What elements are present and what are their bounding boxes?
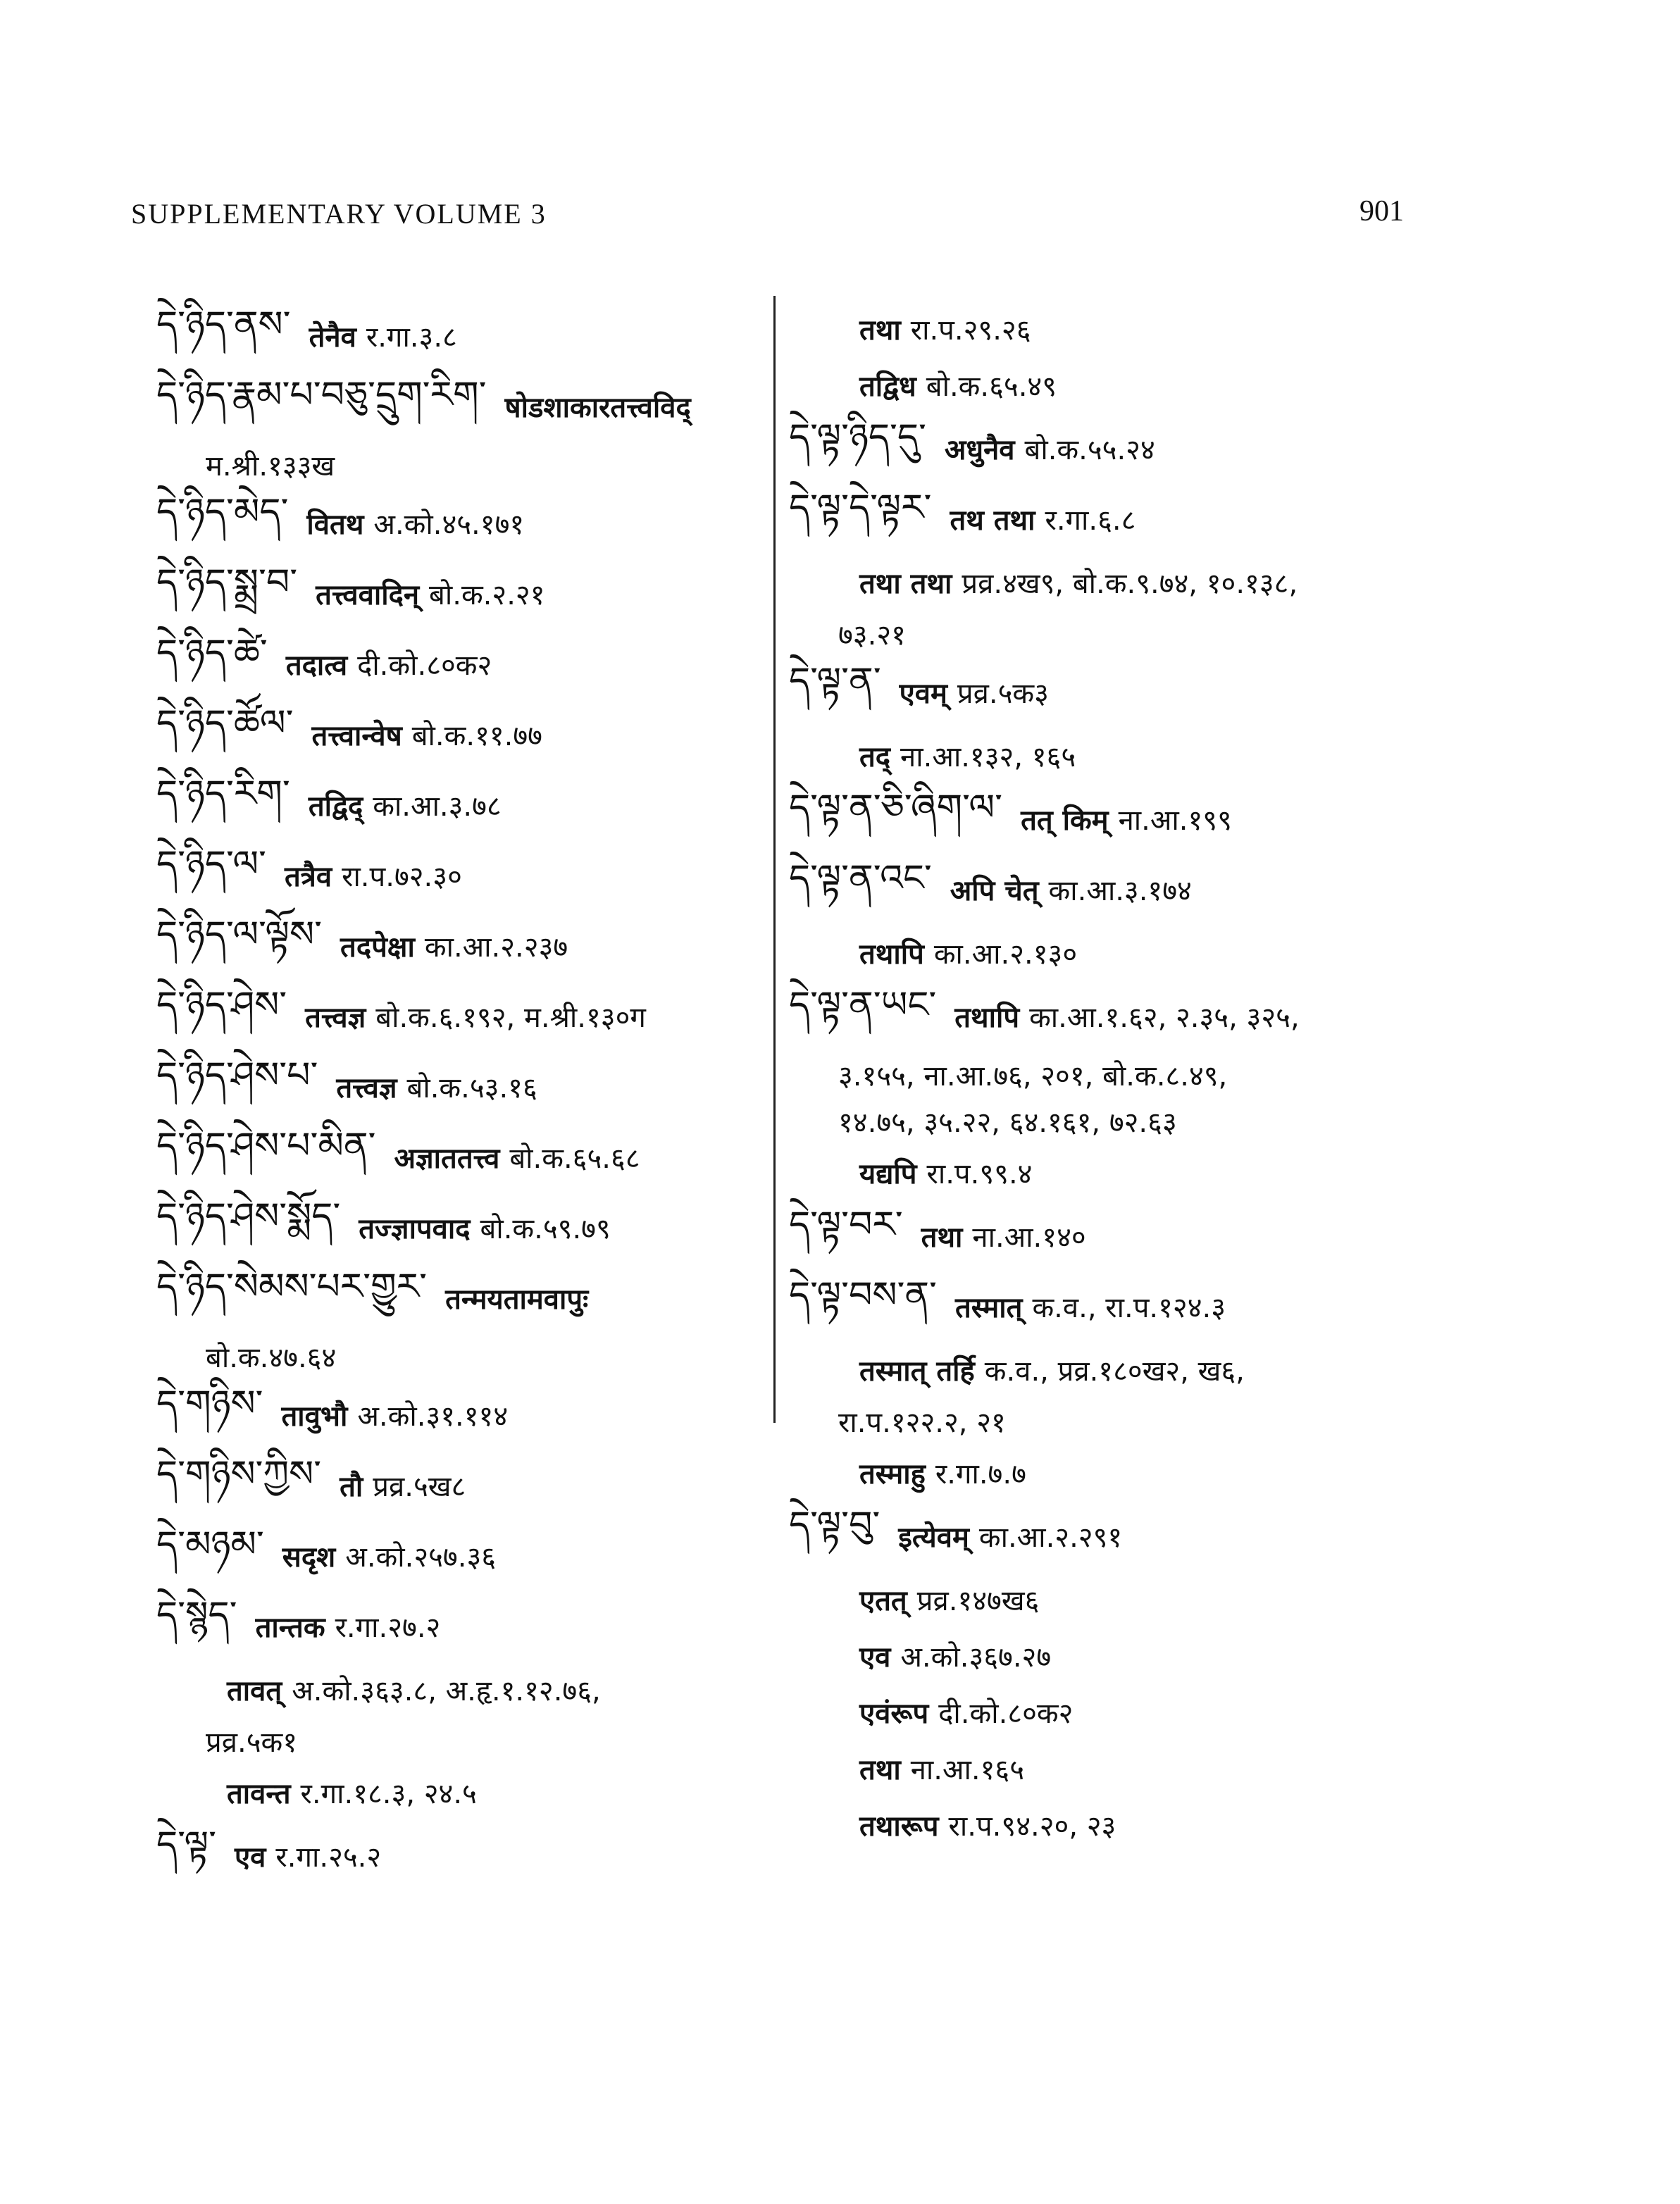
reference-text: बो.क.११.७७ xyxy=(411,719,542,752)
sanskrit-term: तज्ज्ञापवाद xyxy=(359,1212,471,1245)
sanskrit-term: तथा xyxy=(859,313,901,347)
tibetan-headword: དེ་ཉིད་སྨྲ་བ་ xyxy=(156,561,298,604)
sanskrit-term: तदात्व xyxy=(285,649,348,682)
sanskrit-term: तावत् xyxy=(227,1674,282,1707)
reference-text: म.श्री.१३३ख xyxy=(206,449,335,482)
dictionary-entry xyxy=(789,483,1437,554)
sanskrit-term: तथापि xyxy=(859,938,924,971)
reference-text: प्रव्र.५क३ xyxy=(957,677,1049,710)
tibetan-headword: དེ་ཉིད་མེད་ xyxy=(156,491,289,533)
reference-text: प्रव्र.५ख८ xyxy=(373,1470,466,1503)
tibetan-headword: དེ་ལྟ་བར་ xyxy=(789,1204,903,1246)
sub-entry xyxy=(789,1796,1437,1853)
dictionary-entry xyxy=(789,980,1437,1051)
sanskrit-term: तथापि xyxy=(954,1001,1020,1034)
sanskrit-term: एवंरूप xyxy=(859,1697,929,1730)
tibetan-headword: དེ་སྙེད་ xyxy=(156,1594,237,1636)
sanskrit-term: तौ xyxy=(340,1470,363,1503)
dictionary-entry xyxy=(789,1500,1437,1571)
sanskrit-term: तदपेक्षा xyxy=(340,930,415,964)
reference-text: बो.क.५९.७९ xyxy=(480,1212,611,1245)
reference-text: रा.प.१२२.२, २१ xyxy=(838,1406,1006,1439)
sub-entry xyxy=(789,1683,1437,1740)
reference-text: ना.आ.१६५ xyxy=(910,1753,1025,1786)
reference-text: क.व., प्रव्र.१८०ख२, ख६, xyxy=(984,1355,1245,1388)
reference-text: का.आ.२.१३० xyxy=(933,938,1078,971)
sanskrit-term: तत्त्वान्वेष xyxy=(311,719,402,752)
column-divider xyxy=(773,296,776,1423)
sub-entry xyxy=(156,1764,769,1820)
left-column xyxy=(156,300,769,1891)
tibetan-headword: དེ་གཉིས་ཀྱིས་ xyxy=(156,1453,322,1495)
reference-text: रा.प.९९.४ xyxy=(926,1157,1033,1190)
dictionary-entry xyxy=(789,656,1437,727)
reference-text: बो.क.५५.२४ xyxy=(1024,433,1155,466)
reference-text: बो.क.६.१९२, म.श्री.१३०ग xyxy=(375,1001,646,1034)
tibetan-headword: དེ་ཉིད་རིག་ xyxy=(156,773,290,815)
sanskrit-term: तस्माहु xyxy=(859,1457,926,1490)
sanskrit-term: तथा तथा xyxy=(859,567,952,600)
sanskrit-term: तन्मयतामवापुः xyxy=(445,1283,589,1316)
sanskrit-term: तथारूप xyxy=(859,1810,939,1843)
sanskrit-term: तत्त्ववादिन् xyxy=(316,578,420,611)
dictionary-entry xyxy=(156,371,769,441)
reference-text: अ.को.३१.११४ xyxy=(357,1400,509,1433)
reference-text: बो.क.२.२१ xyxy=(429,578,545,611)
tibetan-headword: དེ་མཉམ་ xyxy=(156,1524,264,1566)
sanskrit-term: एवम् xyxy=(899,677,947,710)
sanskrit-term: एव xyxy=(859,1640,891,1674)
sanskrit-term: तद् xyxy=(859,740,891,773)
reference-text: का.आ.३.१७४ xyxy=(1048,874,1192,907)
sanskrit-term: एव xyxy=(235,1841,266,1874)
reference-text: अ.को.३६३.८, अ.हृ.१.१२.७६, xyxy=(292,1674,601,1707)
reference-text: दी.को.८०क२ xyxy=(357,649,492,682)
entry-continuation xyxy=(789,1051,1437,1097)
reference-text: र.गा.१८.३, २४.५ xyxy=(300,1777,477,1810)
reference-text: दी.को.८०क२ xyxy=(938,1697,1074,1730)
tibetan-headword: དེ་ཉིད་ནས་ xyxy=(156,304,291,346)
tibetan-headword: དེ་ཉིད་ལ་ལྟོས་ xyxy=(156,914,323,956)
tibetan-headword: དེ་ཉིད་ཤེས་སྨོད་ xyxy=(156,1195,341,1238)
sub-entry xyxy=(789,1740,1437,1796)
reference-text: र.गा.७.७ xyxy=(935,1457,1026,1490)
sanskrit-term: षोडशाकारतत्त्वविद् xyxy=(504,391,691,424)
sanskrit-term: अधुनैव xyxy=(944,433,1015,466)
reference-text: ना.आ.१३२, १६५ xyxy=(900,740,1076,773)
sanskrit-term: तेनैव xyxy=(309,320,356,354)
entry-continuation xyxy=(789,610,1437,656)
reference-text: क.व., रा.प.१२४.३ xyxy=(1032,1291,1226,1324)
sanskrit-term: तद्विद् xyxy=(308,790,363,823)
reference-text: प्रव्र.४ख९, बो.क.९.७४, १०.१३८, xyxy=(962,567,1298,600)
reference-text: बो.क.५३.१६ xyxy=(406,1071,537,1104)
reference-text: का.आ.१.६२, २.३५, ३२५, xyxy=(1029,1001,1300,1034)
dictionary-entry xyxy=(789,1271,1437,1341)
sanskrit-term: तान्तक xyxy=(255,1611,325,1644)
tibetan-headword: དེ་ཉིད་ཤེས་པ་མིན་ xyxy=(156,1125,376,1167)
sanskrit-term: वितथ xyxy=(306,508,364,541)
sub-entry xyxy=(789,554,1437,610)
reference-text: बो.क.६५.४९ xyxy=(926,370,1057,403)
reference-text: ३.१५५, ना.आ.७६, २०१, बो.क.८.४९, xyxy=(838,1059,1228,1092)
reference-text: का.आ.२.२३७ xyxy=(424,930,568,964)
tibetan-headword: དེ་ཉིད་ཚོལ་ xyxy=(156,702,294,745)
reference-text: का.आ.३.७८ xyxy=(373,790,502,823)
tibetan-headword: དེ་ཉིད་ཤེས་ xyxy=(156,984,287,1026)
tibetan-headword: དེ་ལྟ་ཉིད་དུ་ xyxy=(789,416,926,459)
entry-continuation xyxy=(156,1717,769,1764)
sub-entry xyxy=(789,1341,1437,1397)
tibetan-headword: དེ་ལྟ་བུ་ xyxy=(789,1504,881,1546)
sub-entry xyxy=(156,1661,769,1717)
sanskrit-term: तस्मात् xyxy=(954,1291,1023,1324)
sub-entry xyxy=(789,1627,1437,1683)
sub-entry xyxy=(789,1571,1437,1627)
sub-entry xyxy=(789,300,1437,356)
entry-continuation xyxy=(789,1097,1437,1144)
tibetan-headword: དེ་ལྟ་ན་ཡང་ xyxy=(789,984,937,1026)
tibetan-headword: དེ་ལྟ་དེ་ལྟར་ xyxy=(789,487,932,529)
sanskrit-term: यद्यपि xyxy=(859,1157,917,1190)
dictionary-entry xyxy=(156,1520,769,1590)
sanskrit-term: अपि चेत् xyxy=(950,874,1039,907)
reference-text: प्रव्र.५क१ xyxy=(206,1726,298,1759)
reference-text: अ.को.२५७.३६ xyxy=(345,1540,497,1574)
reference-text: ना.आ.१४० xyxy=(972,1221,1086,1254)
sanskrit-term: तद्विध xyxy=(859,370,916,403)
reference-text: र.गा.६.८ xyxy=(1045,504,1136,537)
tibetan-headword: དེ་ཉིད་ཚེ་ xyxy=(156,632,268,674)
tibetan-headword: དེ་ལྟ་ན་འང་ xyxy=(789,857,932,899)
sanskrit-term: तथा xyxy=(921,1221,963,1254)
tibetan-headword: དེ་ཉིད་རྣམ་པ་བཅུ་དྲུག་རིག་ xyxy=(156,374,487,416)
tibetan-headword: དེ་གཉིས་ xyxy=(156,1383,263,1425)
tibetan-headword: དེ་ལྟ་ xyxy=(156,1824,217,1866)
running-head: SUPPLEMENTARY VOLUME 3 xyxy=(131,198,547,230)
page-number: 901 xyxy=(1359,195,1404,228)
tibetan-headword: དེ་ལྟ་ན་ཅི་ཞིག་ལ་ xyxy=(789,787,1003,829)
reference-text: का.आ.२.२९१ xyxy=(978,1521,1123,1554)
reference-text: ७३.२१ xyxy=(838,618,906,652)
sanskrit-term: तत् किम् xyxy=(1021,804,1109,837)
sub-entry xyxy=(789,1444,1437,1500)
reference-text: र.गा.३.८ xyxy=(366,320,457,354)
reference-text: र.गा.२७.२ xyxy=(335,1611,441,1644)
reference-text: अ.को.३६७.२७ xyxy=(900,1640,1052,1674)
sanskrit-term: तत्त्वज्ञ xyxy=(305,1001,366,1034)
tibetan-headword: དེ་ཉིད་ལ་ xyxy=(156,843,266,885)
tibetan-headword: དེ་ཉིད་སེམས་པར་གྱུར་ xyxy=(156,1266,428,1308)
reference-text: बो.क.६५.६८ xyxy=(509,1142,640,1175)
dictionary-entry xyxy=(789,854,1437,924)
sanskrit-term: तथ तथा xyxy=(950,504,1035,537)
reference-text: बो.क.४७.६४ xyxy=(206,1341,337,1374)
sanskrit-term: सदृश xyxy=(282,1540,336,1574)
reference-text: १४.७५, ३५.२२, ६४.१६१, ७२.६३ xyxy=(838,1106,1177,1139)
sanskrit-term: तत्त्वज्ञ xyxy=(336,1071,397,1104)
sanskrit-term: तत्रैव xyxy=(284,860,332,893)
sanskrit-term: इत्येवम् xyxy=(898,1521,969,1554)
dictionary-entry xyxy=(156,1820,769,1891)
reference-text: र.गा.२५.२ xyxy=(275,1841,382,1874)
reference-text: रा.प.७२.३० xyxy=(342,860,462,893)
entry-continuation xyxy=(789,1397,1437,1444)
reference-text: रा.प.२९.२६ xyxy=(910,313,1031,347)
sanskrit-term: तथा xyxy=(859,1753,901,1786)
sanskrit-term: तावन्त xyxy=(227,1777,291,1810)
tibetan-headword: དེ་ཉིད་ཤེས་པ་ xyxy=(156,1054,318,1097)
sanskrit-term: एतत् xyxy=(859,1584,907,1617)
dictionary-entry xyxy=(156,1262,769,1333)
right-column xyxy=(789,300,1437,1853)
reference-text: रा.प.९४.२०, २३ xyxy=(948,1810,1116,1843)
tibetan-headword: དེ་ལྟ་བས་ན་ xyxy=(789,1274,937,1316)
sanskrit-term: तावुभौ xyxy=(281,1400,348,1433)
sanskrit-term: तस्मात् तर्हि xyxy=(859,1355,975,1388)
reference-text: अ.को.४५.१७१ xyxy=(373,508,525,541)
reference-text: प्रव्र.१४७ख६ xyxy=(916,1584,1040,1617)
sanskrit-term: अज्ञाततत्त्व xyxy=(394,1142,500,1175)
tibetan-headword: དེ་ལྟ་ན་ xyxy=(789,660,881,702)
reference-text: ना.आ.१९९ xyxy=(1118,804,1232,837)
